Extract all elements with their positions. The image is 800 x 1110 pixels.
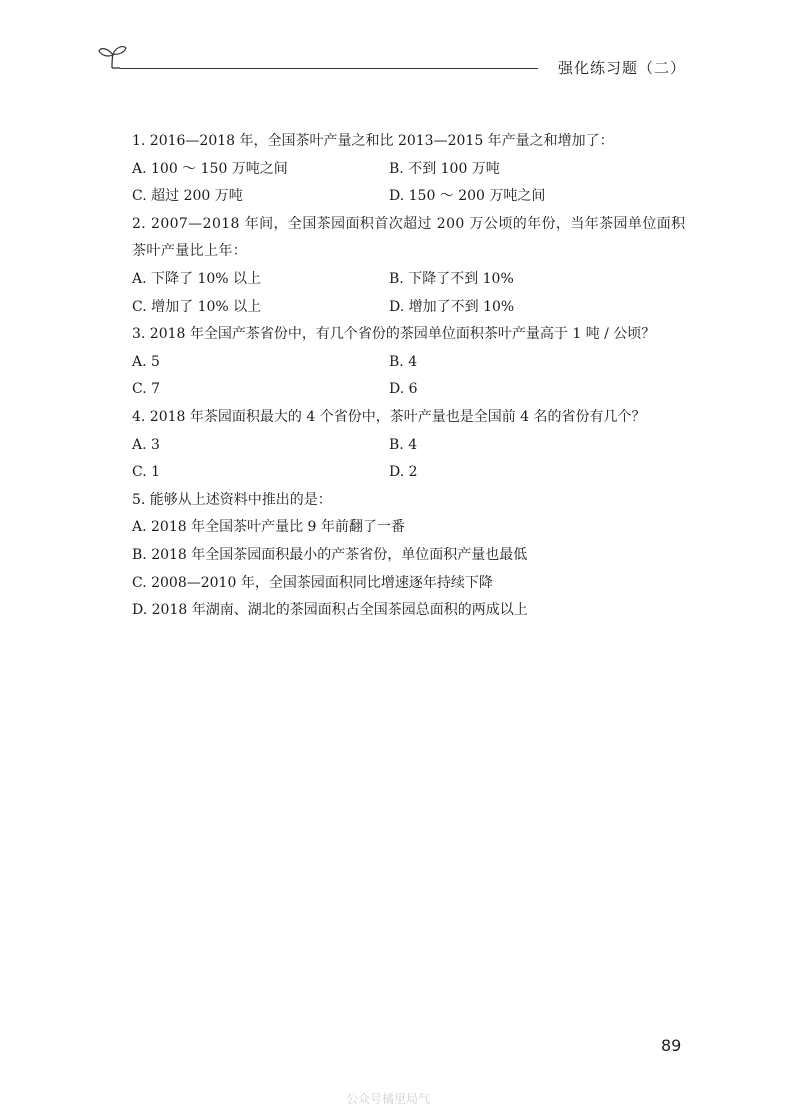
option-b: B. 4 [389, 436, 418, 453]
option-a: A. 下降了 10% 以上 [132, 270, 262, 287]
option-a: A. 2018 年全国茶叶产量比 9 年前翻了一番 [132, 519, 405, 536]
option-d: D. 2018 年湖南、湖北的茶园面积占全国茶园总面积的两成以上 [132, 602, 528, 619]
section-title: 强化练习题（二） [558, 59, 687, 77]
option-a: A. 5 [132, 353, 160, 370]
option-c: C. 1 [132, 464, 161, 481]
question-stem: 1. 2016—2018 年，全国茶叶产量之和比 2013—2015 年产量之和增加了： [132, 133, 614, 149]
options-grid [132, 349, 692, 404]
question-3 [132, 321, 692, 404]
sprout-icon [98, 44, 128, 70]
option-d: D. 增加了不到 10% [389, 298, 515, 315]
option-c: C. 7 [132, 381, 161, 398]
option-a: A. 100 ～ 150 万吨之间 [132, 160, 288, 177]
question-stem: 2. 2007—2018 年间，全国茶园面积首次超过 200 万公顷的年份，当年茶园单位面积茶叶产量比上年： [132, 215, 686, 260]
question-stem: 3. 2018 年全国产茶省份中，有几个省份的茶园单位面积茶叶产量高于 1 吨 / 公顷？ [132, 326, 656, 343]
option-b: B. 2018 年全国茶园面积最小的产茶省份，单位面积产量也最低 [132, 546, 528, 563]
option-a: A. 3 [132, 436, 160, 453]
options-grid [132, 156, 692, 211]
option-d: D. 2 [389, 464, 418, 481]
header-rule [120, 68, 538, 69]
option-b: B. 4 [389, 353, 418, 370]
question-list [132, 128, 692, 625]
option-d: D. 150 ～ 200 万吨之间 [389, 188, 546, 205]
question-4 [132, 404, 692, 487]
question-stem: 5. 能够从上述资料中推出的是： [132, 491, 332, 508]
option-d: D. 6 [389, 381, 418, 398]
options-grid [132, 266, 692, 321]
option-c: C. 2008—2010 年，全国茶园面积同比增速逐年持续下降 [132, 574, 493, 591]
option-b: B. 不到 100 万吨 [389, 160, 500, 177]
option-b: B. 下降了不到 10% [389, 270, 514, 287]
option-c: C. 超过 200 万吨 [132, 188, 243, 205]
question-5 [132, 487, 692, 625]
options-grid [132, 432, 692, 487]
option-c: C. 增加了 10% 以上 [132, 298, 262, 315]
page-number: 89 [661, 1036, 682, 1055]
question-2 [132, 211, 692, 321]
question-stem: 4. 2018 年茶园面积最大的 4 个省份中，茶叶产量也是全国前 4 名的省份有几个？ [132, 408, 646, 425]
question-1 [132, 128, 692, 211]
watermark-text: 公众号橘里局气 [346, 1092, 431, 1106]
page-header [0, 0, 800, 90]
